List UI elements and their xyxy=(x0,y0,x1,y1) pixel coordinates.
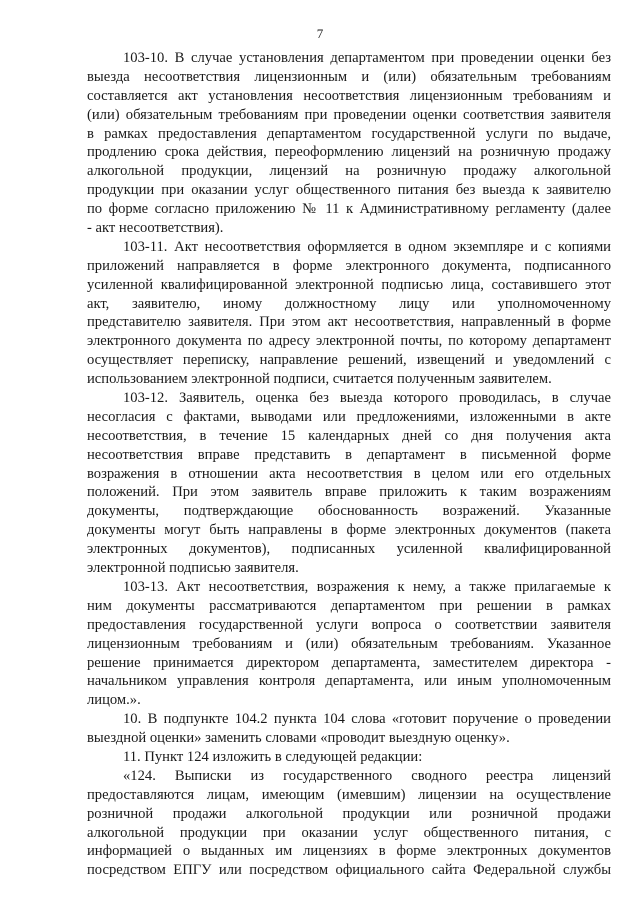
text-line: решение принимается директором департамента, заместителем директора - xyxy=(87,654,611,671)
text-line: начальником управления контроля департамента, или иным уполномоченным xyxy=(87,673,611,690)
text-line: лицом.». xyxy=(87,692,141,709)
text-line: документы могут быть направлены в форме электронных документов (пакета xyxy=(87,522,611,539)
text-line: посредством ЕПГУ или посредством официального сайта Федеральной службы xyxy=(87,862,611,879)
paragraph-p103-12 xyxy=(87,389,611,578)
text-line: представителю заявителя. При этом акт несоответствия, направленный в форме xyxy=(87,314,611,331)
text-line: 103-10. В случае установления департаментом при проведении оценки без xyxy=(123,50,611,66)
text-line: документы, подтверждающие обоснованность возражений. Указанные xyxy=(87,503,611,520)
text-line: розничной продажи алкогольной продукции или розничной продажи xyxy=(87,805,611,822)
text-line: электронного документа по адресу электронной почты, по которому департамент xyxy=(87,333,611,350)
document-body xyxy=(87,49,611,880)
text-line: в рамках предоставления департаментом государственной услуги по выдаче, xyxy=(87,125,611,142)
text-line: несоответствия вправе представить в департамент в письменной форме xyxy=(87,446,611,463)
paragraph-p11 xyxy=(87,748,611,767)
text-line: ним документы рассматриваются департаментом при решении в рамках xyxy=(87,597,611,614)
text-line: выезда несоответствия лицензионным и (или) обязательным требованиям xyxy=(87,68,611,85)
text-line: осуществляет переписку, направление решений, извещений и уведомлений с xyxy=(87,352,611,369)
text-line: лицензионным требованиям и (или) обязательным требованиям. Указанное xyxy=(87,635,611,652)
text-line: предоставления государственной услуги вопроса о соответствии заявителя xyxy=(87,616,611,633)
text-line: 103-11. Акт несоответствия оформляется в одном экземпляре и с копиями xyxy=(123,238,611,255)
text-line: продукции при оказании услуг общественного питания без выезда к заявителю xyxy=(87,182,611,199)
text-line: электронных документов), подписанных усиленной квалифицированной xyxy=(87,541,611,558)
text-line: 103-13. Акт несоответствия, возражения к нему, а также прилагаемые к xyxy=(123,578,611,595)
text-line: 11. Пункт 124 изложить в следующей редакции: xyxy=(123,748,423,765)
text-line: - акт несоответствия). xyxy=(87,220,224,237)
text-line: несоответствия, в течение 15 календарных дней со дня получения акта xyxy=(87,427,611,444)
paragraph-p103-13 xyxy=(87,578,611,710)
text-line: продлению срока действия, переоформлению лицензий на розничную продажу xyxy=(87,144,611,161)
paragraph-p103-11 xyxy=(87,238,611,389)
text-line: по форме согласно приложению № 11 к Административному регламенту (далее xyxy=(87,201,611,218)
paragraph-p124 xyxy=(87,767,611,880)
text-line: 103-12. Заявитель, оценка без выезда которого проводилась, в случае xyxy=(123,390,611,407)
text-line: предоставляются лицам, имеющим (имевшим) лицензии на осуществление xyxy=(87,786,611,803)
text-line: положений. При этом заявитель вправе приложить к таким возражениям xyxy=(87,484,611,501)
text-line: использованием электронной подписи, считается полученным заявителем. xyxy=(87,371,552,388)
text-line: усиленной квалифицированной электронной подписью лица, составившего этот xyxy=(87,276,611,293)
page-number: 7 xyxy=(316,26,324,41)
text-line: «124. Выписки из государственного сводного реестра лицензий xyxy=(123,767,611,784)
text-line: акт, заявителю, иному должностному лицу или уполномоченному xyxy=(87,295,611,312)
text-line: алкогольной продукции, лицензий на розничную продажу алкогольной xyxy=(87,163,611,180)
paragraph-p103-10 xyxy=(87,49,611,238)
text-line: 10. В подпункте 104.2 пункта 104 слова «готовит поручение о проведении xyxy=(123,711,611,728)
text-line: (или) обязательным требованиям при проведении оценки соответствия заявителя xyxy=(87,106,611,123)
text-line: алкогольной продукции при оказании услуг общественного питания, с xyxy=(87,824,611,841)
paragraph-p10 xyxy=(87,710,611,748)
text-line: возражения в отношении акта несоответствия в целом или его отдельных xyxy=(87,465,611,482)
text-line: выездной оценки» заменить словами «проводит выездную оценку». xyxy=(87,730,510,747)
text-line: несогласия с фактами, выводами или предложениями, изложенными в акте xyxy=(87,408,611,425)
text-line: информацией о выданных им лицензиях в форме электронных документов xyxy=(87,843,611,860)
text-line: составляется акт установления несоответствия лицензионным требованиям и xyxy=(87,87,611,104)
text-line: электронной подписью заявителя. xyxy=(87,560,299,577)
text-line: приложений направляется в форме электронного документа, подписанного xyxy=(87,257,611,274)
